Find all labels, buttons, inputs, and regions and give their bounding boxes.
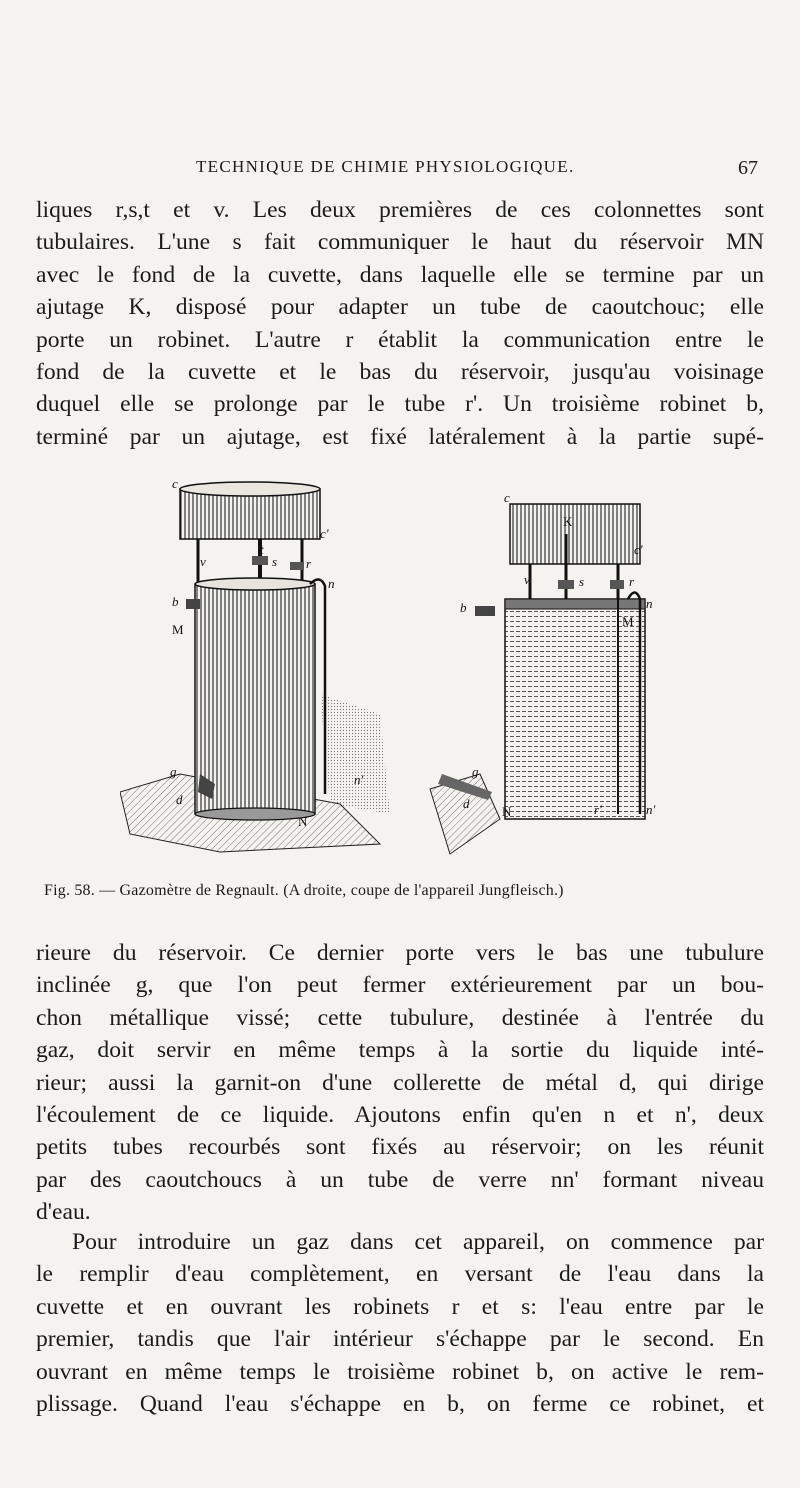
label-n-prime: n'	[646, 802, 656, 817]
text-line: fond de la cuvette et le bas du réservoir, jusqu'au voisinage	[36, 359, 764, 386]
label-K: K	[563, 514, 573, 529]
label-N: N	[298, 814, 308, 829]
label-r: r	[306, 556, 312, 571]
text-line: rieure du réservoir. Ce dernier porte vers le bas une tubulure	[36, 940, 764, 966]
gazometer-engraving	[120, 474, 770, 866]
label-b: b	[172, 594, 179, 609]
paragraph-1	[36, 194, 764, 453]
text-line: d'eau.	[36, 1199, 91, 1226]
label-s: s	[579, 574, 585, 589]
text-line: tubulaires. L'une s fait communiquer le haut du réservoir MN	[36, 229, 764, 256]
text-line: le remplir d'eau complètement, en versant de l'eau dans la	[36, 1261, 764, 1288]
label-M: M	[172, 622, 184, 637]
paragraph-2	[36, 937, 764, 1229]
label-c-prime: c'	[634, 542, 643, 557]
left-gazometer-exterior	[120, 476, 390, 852]
label-c: c	[504, 490, 510, 505]
paragraph-3	[36, 1226, 764, 1420]
text-line: duquel elle se prolonge par le tube r'. Un troisième robinet b,	[36, 391, 764, 418]
text-line: cuvette et en ouvrant les robinets r et s: l'eau entre par le	[36, 1293, 764, 1320]
label-n-prime: n'	[354, 772, 364, 787]
text-line: liques r,s,t et v. Les deux premières de ces colonnettes sont	[36, 197, 764, 223]
label-M: M	[622, 614, 634, 629]
text-line: premier, tandis que l'air intérieur s'échappe par le second. En	[36, 1326, 764, 1353]
text-line: rieur; aussi la garnit-on d'une collerette de métal d, qui dirige	[36, 1069, 764, 1096]
label-g: g	[472, 764, 479, 779]
figure-gazometer	[120, 474, 770, 866]
running-title: TECHNIQUE DE CHIMIE PHYSIOLOGIQUE.	[196, 157, 575, 176]
right-gazometer-section	[430, 490, 656, 854]
figure-caption: Fig. 58. — Gazomètre de Regnault. (A droite, coupe de l'appareil Jungfleisch.)	[44, 882, 564, 899]
text-line: chon métallique vissé; cette tubulure, destinée à l'entrée du	[36, 1004, 764, 1031]
label-v: v	[524, 572, 530, 587]
text-line: plissage. Quand l'eau s'échappe en b, on ferme ce robinet, et	[36, 1391, 764, 1418]
text-line: ajutage K, disposé pour adapter un tube de caoutchouc; elle	[36, 294, 764, 321]
text-line: avec le fond de la cuvette, dans laquelle elle se termine par un	[36, 261, 764, 288]
text-line: l'écoulement de ce liquide. Ajoutons enfin qu'en n et n', deux	[36, 1102, 764, 1129]
label-n: n	[328, 576, 335, 591]
label-v: v	[200, 554, 206, 569]
label-N: N	[502, 804, 512, 819]
text-line: Pour introduire un gaz dans cet appareil, on commence par	[72, 1229, 764, 1255]
page-number: 67	[738, 157, 758, 179]
label-g: g	[170, 764, 177, 779]
text-line: porte un robinet. L'autre r établit la communication entre le	[36, 326, 764, 353]
text-line: ouvrant en même temps le troisième robinet b, on active le rem-	[36, 1358, 764, 1385]
label-b: b	[460, 600, 467, 615]
label-t: t	[260, 542, 264, 557]
label-n: n	[646, 596, 653, 611]
label-d: d	[176, 792, 183, 807]
label-r-prime: r'	[594, 802, 602, 817]
text-line: inclinée g, que l'on peut fermer extérieurement par un bou-	[36, 972, 764, 999]
text-line: petits tubes recourbés sont fixés au réservoir; on les réunit	[36, 1134, 764, 1161]
text-line: gaz, doit servir en même temps à la sortie du liquide inté-	[36, 1037, 764, 1064]
text-line: terminé par un ajutage, est fixé latéralement à la partie supé-	[36, 423, 764, 450]
label-r: r	[629, 574, 635, 589]
label-d: d	[463, 796, 470, 811]
label-c: c	[172, 476, 178, 491]
label-s: s	[272, 554, 278, 569]
text-line: par des caoutchoucs à un tube de verre nn' formant niveau	[36, 1166, 764, 1193]
label-c-prime: c'	[320, 526, 329, 541]
running-head	[36, 157, 764, 185]
